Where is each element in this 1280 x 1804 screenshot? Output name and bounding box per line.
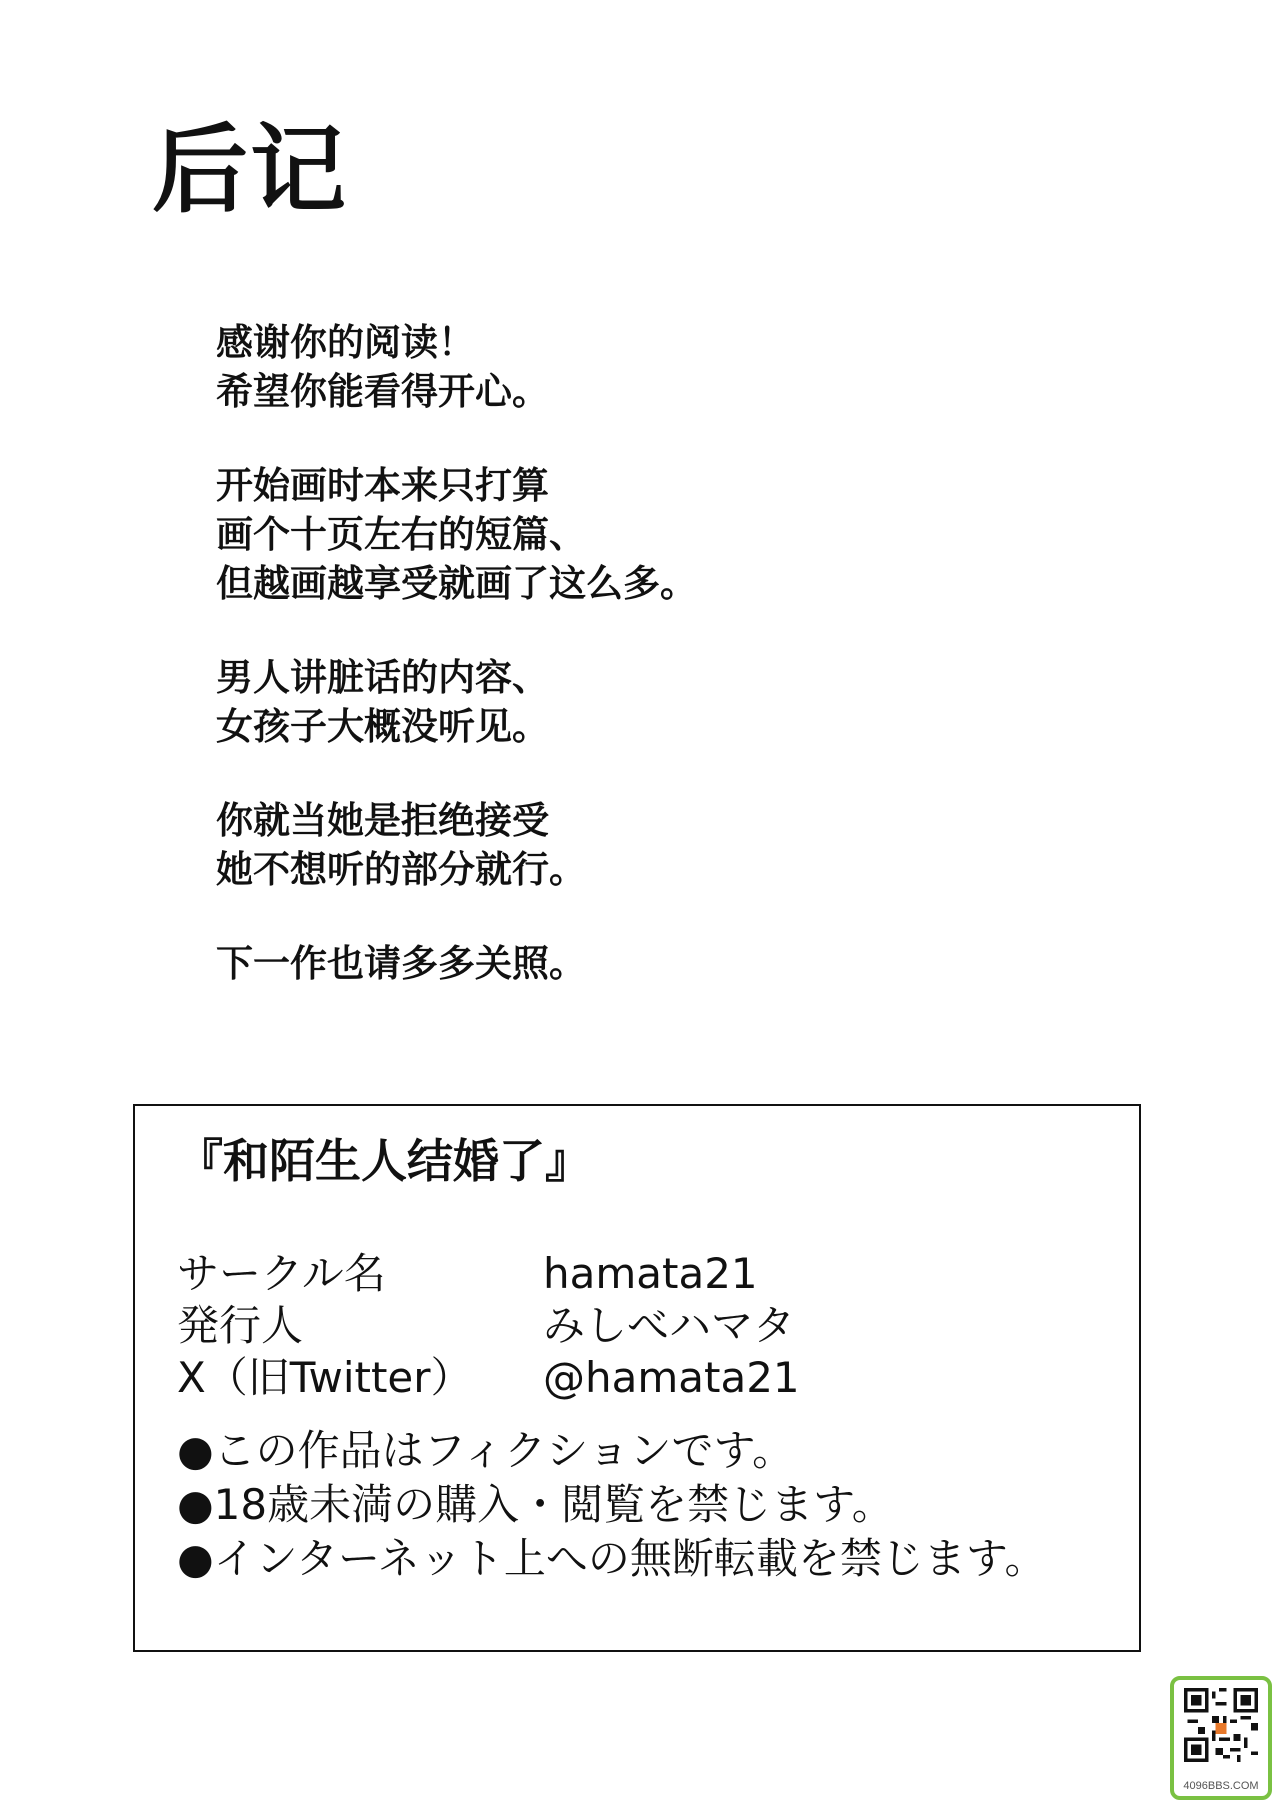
- afterword-line: 女孩子大概没听见。: [216, 705, 549, 748]
- afterword-body: [216, 318, 1116, 1033]
- afterword-paragraph: [216, 461, 1116, 608]
- afterword-paragraph: [216, 318, 1116, 416]
- afterword-line: 画个十页左右的短篇、: [216, 513, 586, 556]
- afterword-line: 希望你能看得开心。: [216, 370, 549, 413]
- afterword-paragraph: [216, 653, 1116, 751]
- afterword-line: 但越画越享受就画了这么多。: [216, 562, 697, 605]
- afterword-line: 男人讲脏话的内容、: [216, 656, 549, 699]
- notice-list: [177, 1424, 1047, 1586]
- x-account-row: [177, 1352, 800, 1404]
- afterword-line: 她不想听的部分就行。: [216, 848, 586, 891]
- x-account-value: @hamata21: [543, 1353, 800, 1402]
- notice-item: ●インターネット上への無断転載を禁じます。: [177, 1534, 1047, 1583]
- notice-item: ●この作品はフィクションです。: [177, 1426, 795, 1475]
- page-title: 后记: [152, 114, 348, 226]
- afterword-paragraph: [216, 796, 1116, 894]
- watermark-site-text: 4096BBS.COM: [1183, 1780, 1259, 1792]
- publisher-label: 発行人: [177, 1301, 304, 1350]
- afterword-line: 开始画时本来只打算: [216, 464, 549, 507]
- circle-name-label: サークル名: [177, 1249, 386, 1298]
- x-account-label: X（旧Twitter）: [177, 1353, 473, 1402]
- afterword-line: 你就当她是拒绝接受: [216, 799, 549, 842]
- publisher-row: [177, 1300, 795, 1352]
- circle-name-row: [177, 1248, 758, 1300]
- colophon-box: [133, 1104, 1141, 1652]
- watermark-badge: [1170, 1676, 1272, 1800]
- afterword-paragraph: [216, 939, 1116, 988]
- circle-name-value: hamata21: [543, 1249, 758, 1298]
- qr-code-icon: [1184, 1688, 1258, 1762]
- publisher-value: みしべハマタ: [543, 1301, 796, 1350]
- afterword-line: 下一作也请多多关照。: [216, 942, 586, 985]
- work-title: 『和陌生人结婚了』: [177, 1134, 591, 1188]
- afterword-line: 感谢你的阅读！: [216, 321, 475, 364]
- notice-item: ●18歳未満の購入・閲覧を禁じます。: [177, 1480, 894, 1529]
